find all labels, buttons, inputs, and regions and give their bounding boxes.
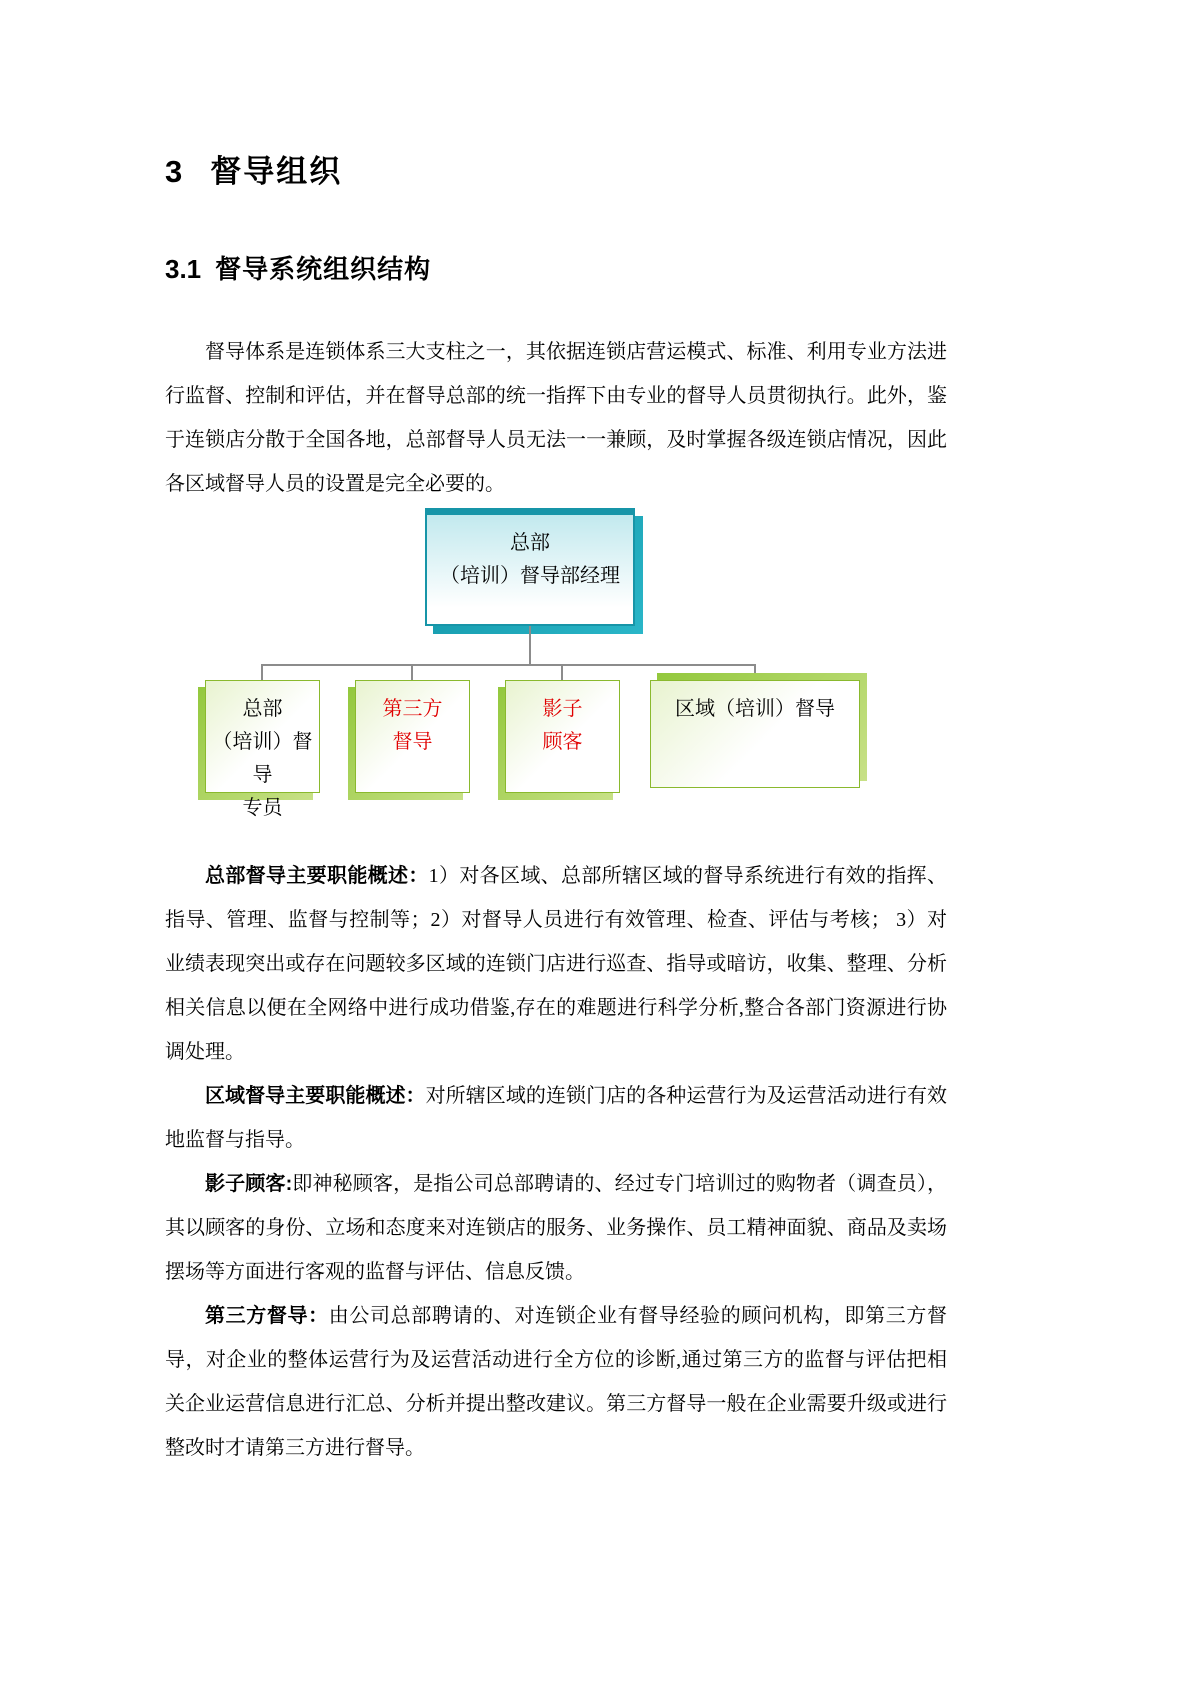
- section-title: 督导系统组织结构: [215, 254, 432, 284]
- org-box-label-line: 第三方: [382, 698, 443, 720]
- function-descriptions: [165, 854, 947, 1470]
- org-box-label-line: （培训）督导部经理: [440, 565, 620, 587]
- org-box-label-line: （培训）督导: [212, 731, 313, 786]
- org-box-label-line: 督导: [392, 731, 433, 753]
- section-number: 3.1: [165, 254, 202, 284]
- chapter-heading: [165, 146, 947, 191]
- org-box-regional-supervisor: [650, 680, 860, 788]
- org-chart: [165, 506, 947, 819]
- paragraph-body: 1）对各区域、总部所辖区域的督导系统进行有效的指挥、指导、管理、监督与控制等；2）对督导人员进行有效管理、检查、评估与考核； 3）对业绩表现突出或存在问题较多区域的连锁门店进行巡查、指导或暗访，收集、整理、分析相关信息以便在全网络中进行成功借鉴,存在的难题进行科学分析,整合各部门资源进行协调处理。: [165, 865, 948, 1063]
- paragraph-body: 由公司总部聘请的、对连锁企业有督导经验的顾问机构，即第三方督导，对企业的整体运营行为及运营活动进行全方位的诊断,通过第三方的监督与评估把相关企业运营信息进行汇总、分析并提出整改建议。第三方督导一般在企业需要升级或进行整改时才请第三方进行督导。: [165, 1305, 948, 1459]
- paragraph-lead: 第三方督导：: [205, 1305, 329, 1327]
- paragraph-hq-functions: [165, 854, 947, 1074]
- connector-stub: [411, 665, 413, 680]
- paragraph-lead: 总部督导主要职能概述：: [205, 865, 429, 887]
- org-box-label-line: 总部: [242, 698, 283, 720]
- paragraph-body: 对所辖区域的连锁门店的各种运营行为及运营活动进行有效地监督与指导。: [165, 1085, 948, 1151]
- connector-root-vertical: [529, 626, 531, 665]
- org-box-mystery-shopper: [505, 680, 620, 793]
- org-box-label-line: 影子: [542, 698, 583, 720]
- intro-paragraph: 督导体系是连锁体系三大支柱之一，其依据连锁店营运模式、标准、利用专业方法进行监督、控制和评估，并在督导总部的统一指挥下由专业的督导人员贯彻执行。此外，鉴于连锁店分散于全国各地，总部督导人员无法一一兼顾，及时掌握各级连锁店情况，因此各区域督导人员的设置是完全必要的。: [165, 341, 947, 495]
- paragraph-mystery-shopper: [165, 1162, 947, 1294]
- connector-horizontal-bar: [261, 664, 756, 666]
- document-content: [165, 0, 947, 1470]
- connector-stub: [561, 665, 563, 680]
- paragraph-third-party: [165, 1294, 947, 1470]
- connector-stub: [261, 665, 263, 680]
- org-box-third-party: [355, 680, 470, 793]
- org-box-label-line: 区域（培训）督导: [675, 698, 835, 720]
- paragraph-lead: 影子顾客:: [205, 1173, 293, 1195]
- paragraph-lead: 区域督导主要职能概述：: [205, 1085, 426, 1107]
- section-heading: [165, 249, 947, 286]
- org-box-label-line: 专员: [242, 797, 283, 819]
- org-box-label-line: 总部: [510, 532, 550, 554]
- org-box-label-line: 顾客: [542, 731, 583, 753]
- paragraph-regional-functions: [165, 1074, 947, 1162]
- org-box-hq-manager: [425, 508, 635, 626]
- chapter-number: 3: [165, 154, 183, 189]
- paragraph-body: 即神秘顾客，是指公司总部聘请的、经过专门培训过的购物者（调查员），其以顾客的身份、立场和态度来对连锁店的服务、业务操作、员工精神面貌、商品及卖场摆场等方面进行客观的监督与评估、信息反馈。: [165, 1173, 948, 1283]
- chapter-title: 督导组织: [210, 154, 343, 189]
- org-box-hq-supervisor: [205, 680, 320, 819]
